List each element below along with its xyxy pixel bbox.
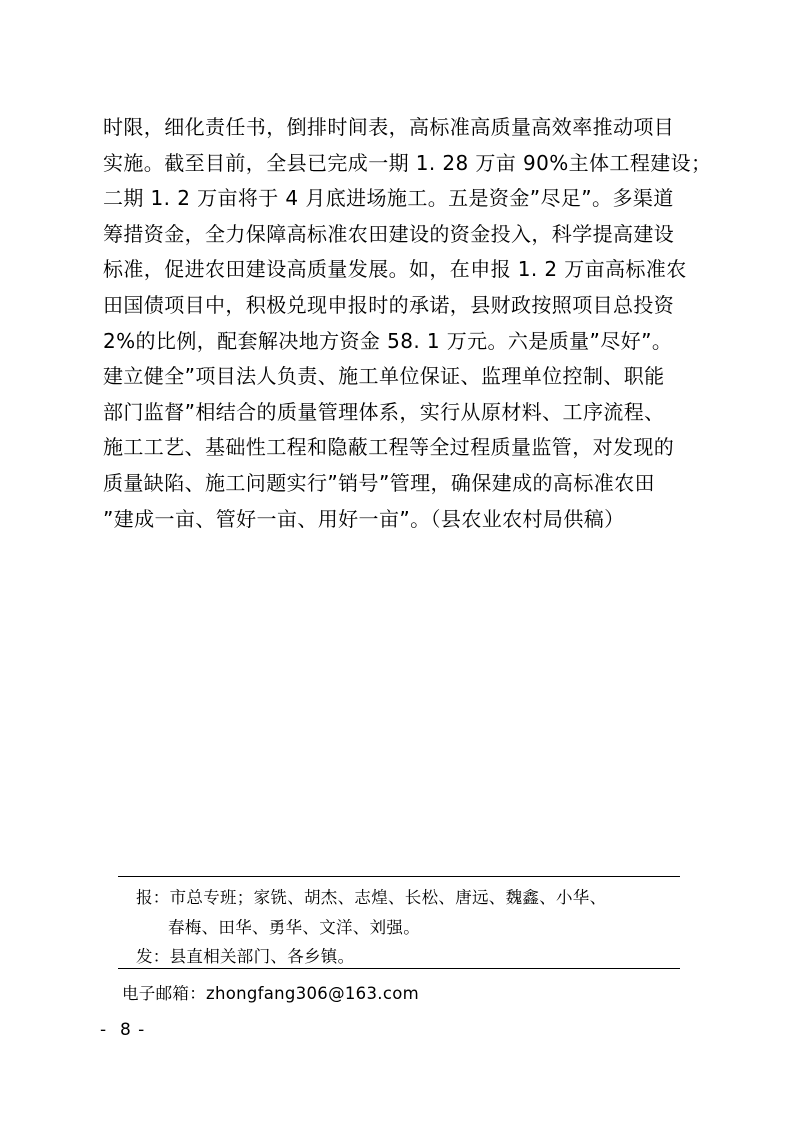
body-line-1: 时限，细化责任书，倒排时间表，高标准高质量高效率推动项目 — [103, 115, 675, 139]
body-line-8: 建立健全”项目法人负责、施工单位保证、监理单位控制、职能 — [103, 364, 665, 389]
footer-top-rule — [118, 876, 680, 877]
email-line: 电子邮箱：zhongfang306@163.com — [122, 984, 419, 1003]
body-line-3: 二期 1. 2 万亩将于 4 月底进场施工。五是资金”尽足”。多渠道 — [103, 186, 674, 211]
body-line-2: 实施。截至目前，全县已完成一期 1. 28 万亩 90%主体工程建设； — [103, 150, 712, 175]
page-number: - 8 - — [100, 1020, 146, 1040]
body-line-5: 标准，促进农田建设高质量发展。如，在申报 1. 2 万亩高标准农 — [103, 257, 687, 282]
body-text — [103, 110, 713, 537]
body-line-7: 2%的比例，配套解决地方资金 58. 1 万元。六是质量”尽好”。 — [103, 328, 673, 353]
report-recipients-line-2: 春梅、田华、勇华、文洋、刘强。 — [168, 918, 420, 937]
body-line-6: 田国债项目中，积极兑现申报时的承诺，县财政按照项目总投资 — [103, 292, 675, 317]
body-line-9: 部门监督”相结合的质量管理体系，实行从原材料、工序流程、 — [103, 399, 665, 424]
report-recipients-line-1: 报：市总专班；家铣、胡杰、志煌、长松、唐远、魏鑫、小华、 — [136, 888, 607, 907]
body-line-10: 施工工艺、基础性工程和隐蔽工程等全过程质量监管，对发现的 — [103, 435, 675, 460]
body-line-11: 质量缺陷、施工问题实行”销号”管理，确保建成的高标准农田 — [103, 470, 655, 495]
send-recipients-line: 发：县直相关部门、各乡镇。 — [136, 947, 355, 966]
body-line-12: ”建成一亩、管好一亩、用好一亩”。（县农业农村局供稿） — [103, 506, 625, 531]
body-line-4: 筹措资金，全力保障高标准农田建设的资金投入，科学提高建设 — [103, 221, 675, 246]
footer-bottom-rule — [118, 968, 680, 969]
